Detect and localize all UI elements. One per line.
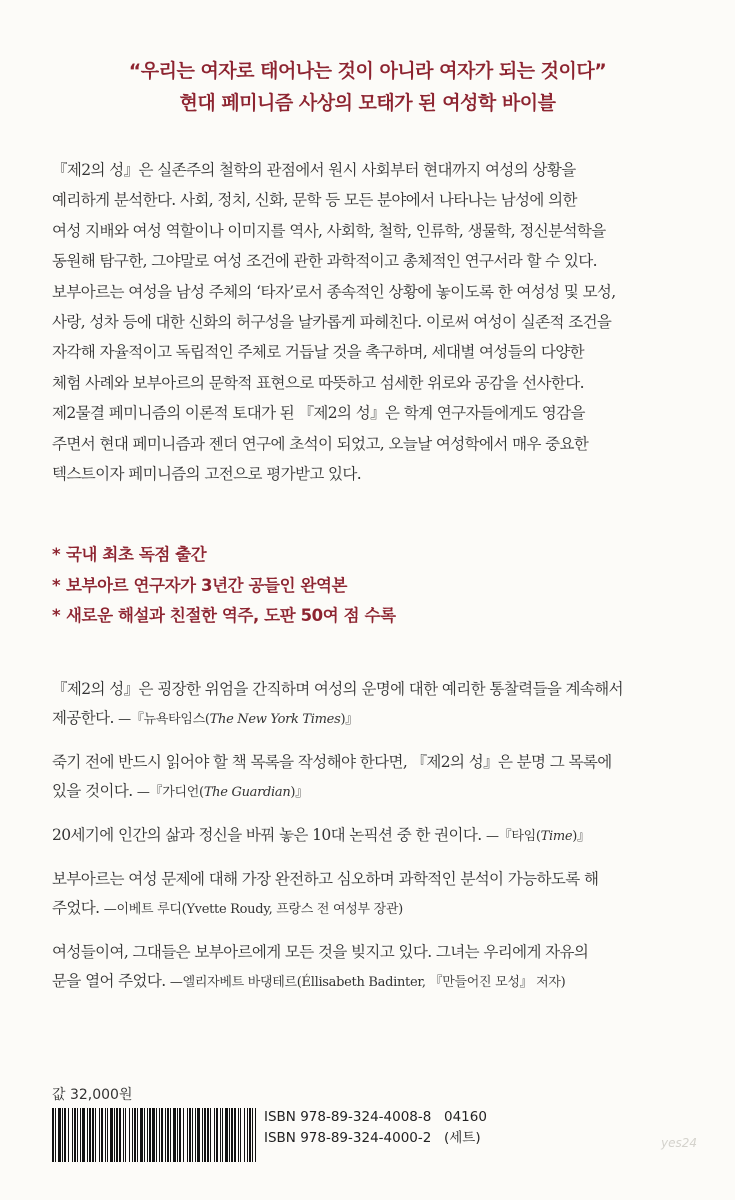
- review-source: [486, 829, 590, 844]
- intro-line: 예리하게 분석한다. 사회, 정치, 신화, 문학 등 모든 분야에서 나타나는 남성에 의한: [52, 191, 577, 210]
- review-badinter: [52, 938, 698, 997]
- review-line: 제공한다.: [52, 709, 114, 727]
- review-source-title: Time: [540, 829, 573, 844]
- intro-line: 체험 사례와 보부아르의 문학적 표현으로 따뜻하고 섬세한 위로와 공감을 선사한다.: [52, 373, 584, 392]
- isbn-row: [264, 1128, 487, 1149]
- intro-line: 사랑, 성차 등에 대한 신화의 허구성을 날카롭게 파헤친다. 이로써 여성이 실존적 조건을: [52, 313, 612, 332]
- review-source-title: The New York Times: [209, 712, 341, 727]
- bullet-mark: *: [52, 545, 61, 564]
- feature-text: 새로운 해설과 친절한 역주, 도판 50여 점 수록: [66, 606, 396, 625]
- review-source-prefix: —『뉴욕타임스(: [118, 712, 210, 727]
- feature-list: [52, 540, 692, 632]
- headline-block: [0, 56, 735, 120]
- intro-line: 텍스트이자 페미니즘의 고전으로 평가받고 있다.: [52, 465, 362, 484]
- review-roudy: [52, 865, 698, 924]
- isbn-extra: (세트): [444, 1130, 481, 1146]
- review-line: 『제2의 성』은 굉장한 위엄을 간직하며 여성의 운명에 대한 예리한 통찰력들을 계속해서: [52, 680, 624, 698]
- barcode-bar: [255, 1108, 256, 1162]
- price-label: 값 32,000원: [52, 1087, 133, 1103]
- barcode-graphic: [52, 1108, 256, 1162]
- review-nyt: [52, 675, 698, 734]
- intro-line: 주면서 현대 페미니즘과 젠더 연구에 초석이 되었고, 오늘날 여성학에서 매우 중요한: [52, 434, 589, 453]
- feature-text: 국내 최초 독점 출간: [66, 545, 207, 564]
- review-time: [52, 821, 698, 851]
- headline-quote: “우리는 여자로 태어나는 것이 아니라 여자가 되는 것이다”: [128, 60, 607, 82]
- feature-text: 보부아르 연구자가 3년간 공들인 완역본: [66, 575, 348, 595]
- review-line: 주었다.: [52, 899, 100, 917]
- watermark-text: yes24: [660, 1136, 697, 1150]
- review-source-prefix: —『타임(: [485, 829, 541, 844]
- isbn-block: [264, 1107, 487, 1149]
- review-line: 여성들이여, 그대들은 보부아르에게 모든 것을 빚지고 있다. 그녀는 우리에게 자유의: [52, 943, 589, 961]
- review-source: [137, 785, 308, 800]
- intro-line: 『제2의 성』은 실존주의 철학의 관점에서 원시 사회부터 현대까지 여성의 상황을: [52, 161, 576, 179]
- review-guardian: [52, 748, 698, 807]
- intro-line: 여성 지배와 여성 역할이나 이미지를 역사, 사회학, 철학, 인류학, 생물학, 정신분석학을: [52, 221, 606, 240]
- feature-item: [52, 540, 692, 571]
- review-line: 죽기 전에 반드시 읽어야 할 책 목록을 작성해야 한다면, 『제2의 성』은 분명 그 목록에: [52, 753, 612, 771]
- review-line: 문을 열어 주었다.: [52, 972, 166, 990]
- review-source-suffix: )』: [572, 829, 590, 844]
- intro-line: 보부아르는 여성을 남성 주체의 ‘타자’로서 종속적인 상황에 놓이도록 한 여성성 및 모성,: [52, 282, 616, 301]
- isbn-row: [264, 1107, 487, 1128]
- review-source-prefix: —『가디언(: [136, 785, 204, 800]
- isbn-extra: 04160: [444, 1109, 487, 1125]
- bullet-mark: *: [52, 606, 61, 625]
- review-source-title: The Guardian: [203, 785, 291, 800]
- headline-subtitle: 현대 페미니즘 사상의 모태가 된 여성학 바이블: [179, 92, 556, 114]
- intro-line: 동원해 탐구한, 그야말로 여성 조건에 관한 과학적이고 총체적인 연구서라 할 수 있다.: [52, 252, 597, 271]
- review-source: —엘리자베트 바댕테르(Éllisabeth Badinter, 『만들어진 모성』 저자): [169, 975, 566, 990]
- review-list: [52, 675, 698, 1011]
- review-line: 20세기에 인간의 삶과 정신을 바꿔 놓은 10대 논픽션 중 한 권이다.: [52, 826, 482, 844]
- isbn-code: ISBN 978-89-324-4000-2: [264, 1130, 432, 1146]
- intro-line: 제2물결 페미니즘의 이론적 토대가 된 『제2의 성』은 학계 연구자들에게도 영감을: [52, 404, 585, 423]
- review-line: 있을 것이다.: [52, 782, 133, 800]
- review-line: 보부아르는 여성 문제에 대해 가장 완전하고 심오하며 과학적인 분석이 가능하도록 해: [52, 870, 599, 888]
- bullet-mark: *: [52, 575, 61, 595]
- review-source: [118, 712, 358, 727]
- review-source: —이베트 루디(Yvette Roudy, 프랑스 전 여성부 장관): [103, 902, 403, 917]
- feature-item: [52, 601, 692, 632]
- review-source-suffix: )』: [290, 785, 308, 800]
- feature-item: [52, 571, 692, 602]
- isbn-code: ISBN 978-89-324-4008-8: [264, 1109, 432, 1125]
- intro-text: [52, 155, 688, 489]
- review-source-suffix: )』: [340, 712, 358, 727]
- intro-line: 자각해 자율적이고 독립적인 주체로 거듭날 것을 촉구하며, 세대별 여성들의 다양한: [52, 343, 584, 362]
